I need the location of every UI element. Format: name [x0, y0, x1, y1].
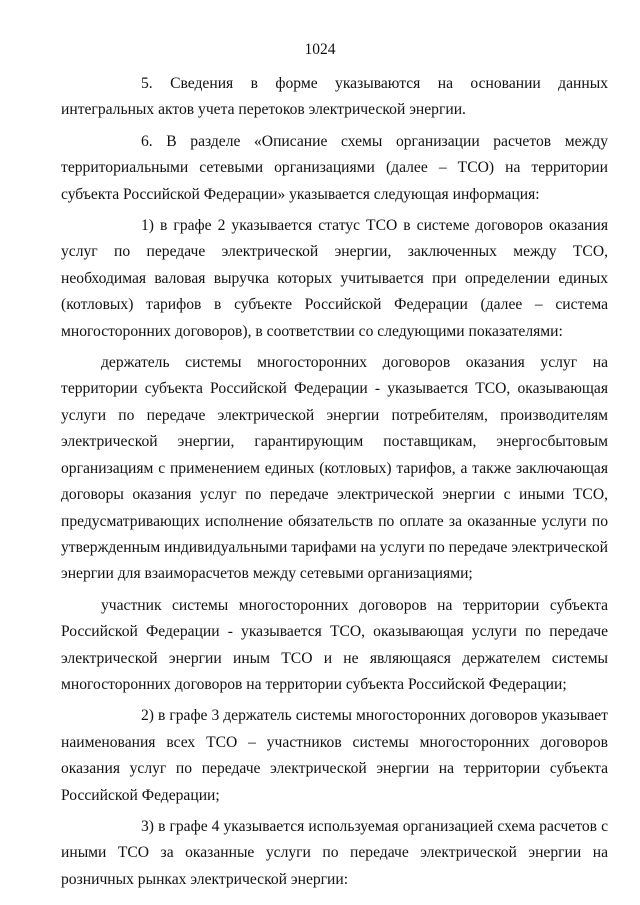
paragraph-number: 5.: [141, 75, 153, 92]
paragraph-6: [61, 129, 608, 208]
item-1: [61, 213, 608, 345]
participant-definition: [61, 593, 608, 699]
item-number: 3): [141, 817, 154, 835]
item-text: в графе 2 указывается статус ТСО в системе договоров оказания услуг по передаче электрической энергии, заключенных между ТСО, необходимая валовая выручка которых учитывается при определении единых (котловых) тарифов в субъекте Российской Федерации (далее – система многосторонних договоров), в соответствии со следующими показателями:: [61, 217, 608, 340]
paragraph-text: Сведения в форме указываются на основании данных интегральных актов учета перетоков электрической энергии.: [61, 75, 608, 119]
item-3: [61, 814, 608, 893]
item-number: 1): [141, 217, 154, 235]
page-number: 1024: [304, 41, 336, 58]
holder-definition: [61, 350, 608, 588]
paragraph-text: участник системы многосторонних договоров на территории субъекта Российской Федерации - указывается ТСО, оказывающая услуги по передаче электрической энергии иным ТСО и не являющаяся держателем системы многосторонних договоров на территории субъекта Российской Федерации;: [61, 596, 608, 693]
paragraph-text: держатель системы многосторонних договоров оказания услуг на территории субъекта Российской Федерации - указывается ТСО, оказывающая услуги по передаче электрической энергии потребителям, производителям электрической энергии, гарантирующим поставщикам, энергосбытовым организациям с применением единых (котловых) тарифов, а также заключающая договоры оказания услуг по передаче электрической энергии с иными ТСО, предусматривающих исполнение обязательств по оплате за оказанные услуги по утвержденным индивидуальными тарифами на услуги по передаче электрической энергии для взаиморасчетов между сетевыми организациями;: [61, 354, 608, 583]
paragraph-text: В разделе «Описание схемы организации расчетов между территориальными сетевыми организациями (далее – ТСО) на территории субъекта Российской Федерации» указывается следующая информация:: [61, 132, 608, 203]
paragraph-number: 6.: [141, 132, 153, 150]
item-2: [61, 703, 608, 809]
document-body: [61, 71, 608, 893]
item-text: в графе 4 указывается используемая организацией схема расчетов с иными ТСО за оказанные услуги по передаче электрической энергии на розничных рынках электрической энергии:: [61, 817, 608, 888]
item-number: 2): [141, 707, 154, 725]
paragraph-5: [61, 71, 608, 124]
item-text: в графе 3 держатель системы многосторонних договоров указывает наименования всех ТСО – участников системы многосторонних договоров оказания услуг по передаче электрической энергии на территории субъекта Российской Федерации;: [61, 707, 608, 804]
